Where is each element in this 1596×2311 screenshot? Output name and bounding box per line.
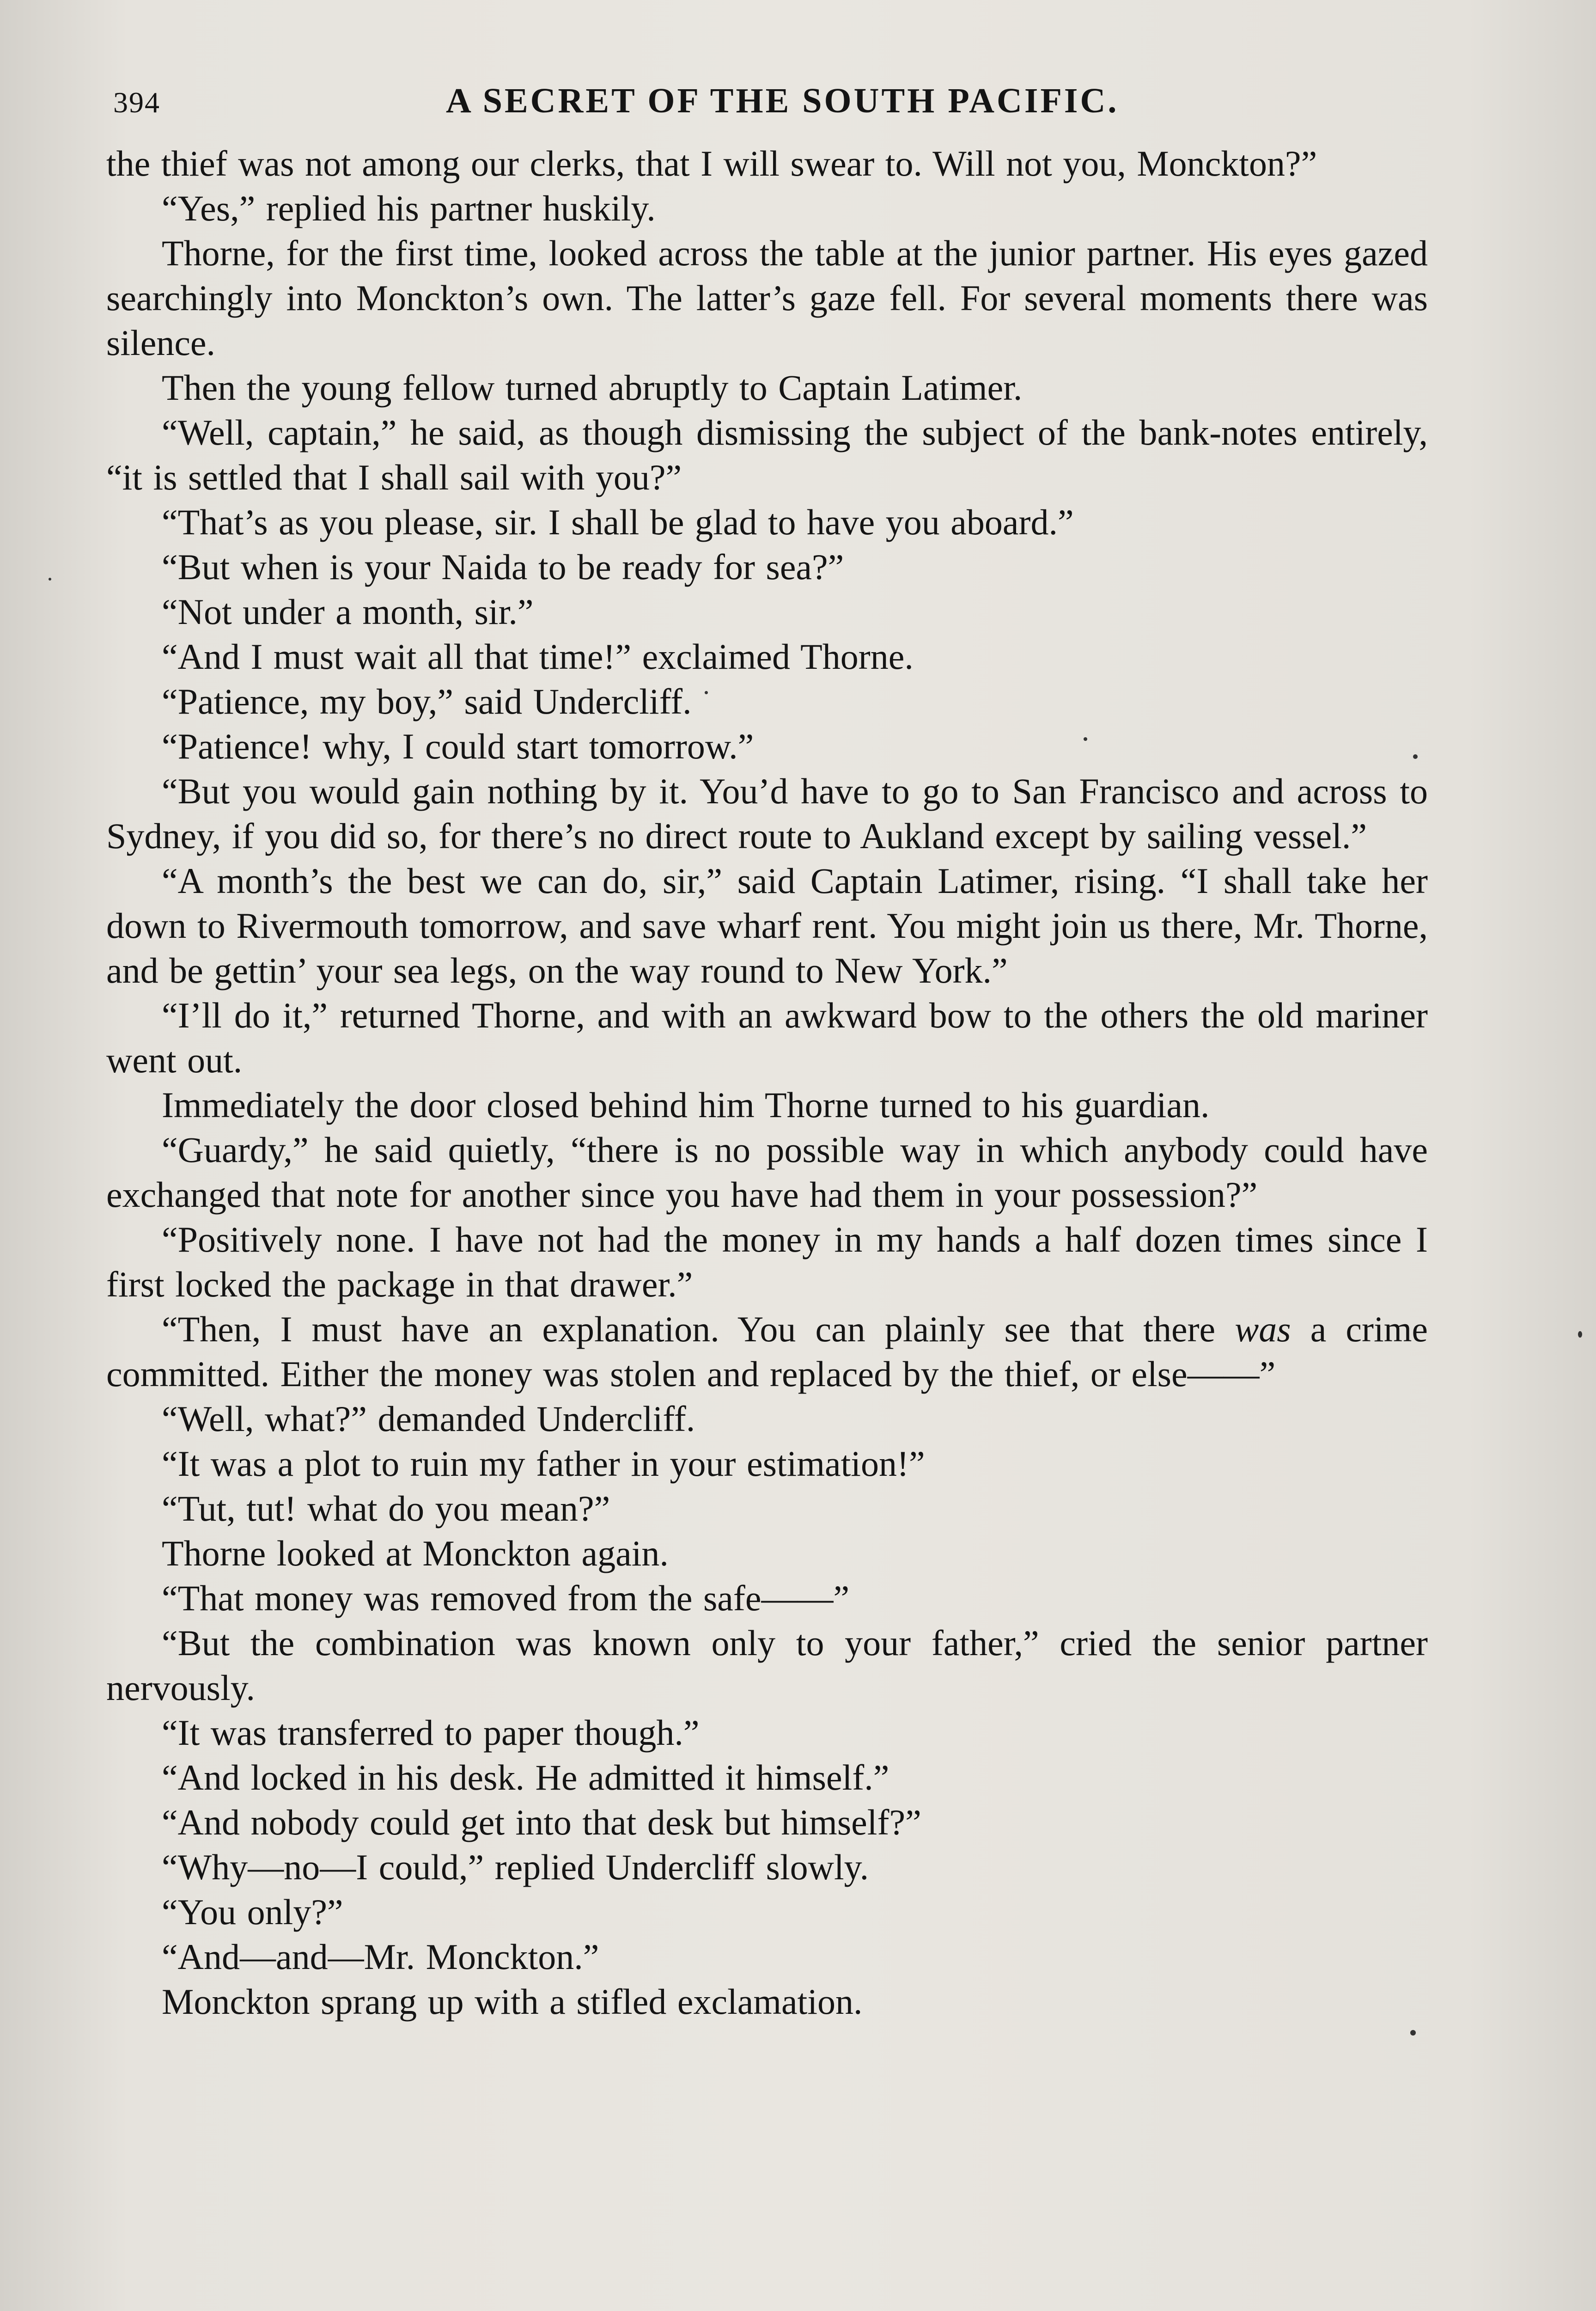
paragraph: Thorne looked at Monckton again. [162, 1533, 669, 1573]
paragraph: “You only?” [162, 1892, 343, 1932]
paragraph-crime-after: a crime committed. Either the money was stolen and replaced by the thief, or else——” [106, 1309, 1428, 1394]
paragraph-crime-before: “Then, I must have an explanation. You can plainly see that there [162, 1309, 1235, 1349]
paragraph: “Yes,” replied his partner huskily. [162, 188, 656, 228]
paragraph: “Why—no—I could,” replied Undercliff slowly. [162, 1847, 869, 1887]
speck [49, 578, 51, 581]
paragraph: “Positively none. I have not had the money in my hands a half dozen times since I first locked the package in that drawer.” [106, 1219, 1428, 1304]
paragraph: “It was transferred to paper though.” [162, 1712, 700, 1753]
paragraph: “And nobody could get into that desk but himself?” [162, 1802, 921, 1842]
paragraph: “But the combination was known only to your father,” cried the senior partner nervously. [106, 1623, 1428, 1708]
paragraph: “Not under a month, sir.” [162, 592, 534, 632]
paragraph: “That money was removed from the safe——” [162, 1578, 850, 1618]
paragraph: “And locked in his desk. He admitted it himself.” [162, 1757, 889, 1797]
speck [705, 691, 708, 694]
paragraph: “But you would gain nothing by it. You’d have to go to San Francisco and across to Sydney, if you did so, for there’s no direct route to Aukland except by sailing vessel.” [106, 771, 1428, 856]
paragraph: “But when is your Naida to be ready for sea?” [162, 547, 844, 587]
paragraph: Thorne, for the first time, looked across the table at the junior partner. His eyes gazed searchingly into Monckton’s own. The latter’s gaze fell. For several moments there was silence. [106, 233, 1428, 363]
paragraph: “And—and—Mr. Monckton.” [162, 1937, 599, 1977]
paragraph: Monckton sprang up with a stifled exclamation. [162, 1981, 863, 2022]
paragraph: “Well, captain,” he said, as though dismissing the subject of the bank-notes entirely, “it is settled that I shall sail with you?” [106, 412, 1428, 497]
paragraph: “Well, what?” demanded Undercliff. [162, 1399, 695, 1439]
paragraph: “It was a plot to ruin my father in your estimation!” [162, 1443, 925, 1484]
paragraph: “Guardy,” he said quietly, “there is no possible way in which anybody could have exchanged that note for another since you have had them in your possession?” [106, 1130, 1428, 1215]
speck [1410, 2030, 1416, 2036]
paragraph-crime [106, 1307, 1428, 1396]
running-title: A SECRET OF THE SOUTH PACIFIC. [446, 81, 1119, 120]
paragraph: “And I must wait all that time!” exclaimed Thorne. [162, 636, 914, 677]
paragraph: “A month’s the best we can do, sir,” said Captain Latimer, rising. “I shall take her down to Rivermouth tomorrow, and save wharf rent. You might join us there, Mr. Thorne, and be gettin’ your sea legs, on the way round to New York.” [106, 861, 1428, 990]
paragraph: “That’s as you please, sir. I shall be glad to have you aboard.” [162, 502, 1074, 542]
paragraph: “Patience! why, I could start tomorrow.” [162, 726, 754, 766]
speck [1084, 737, 1087, 741]
paragraph-crime-emphasis: was [1235, 1309, 1291, 1349]
page-number: 394 [113, 86, 160, 119]
paragraph: “I’ll do it,” returned Thorne, and with an awkward bow to the others the old mariner went out. [106, 995, 1428, 1080]
paragraph: “Patience, my boy,” said Undercliff. [162, 681, 692, 721]
paragraph: Immediately the door closed behind him Thorne turned to his guardian. [162, 1085, 1210, 1125]
paragraph: the thief was not among our clerks, that I will swear to. Will not you, Monckton?” [106, 143, 1317, 183]
paragraph: Then the young fellow turned abruptly to Captain Latimer. [162, 367, 1023, 408]
paragraph: “Tut, tut! what do you mean?” [162, 1488, 610, 1528]
body-text [106, 141, 1428, 2024]
speck [1413, 754, 1418, 759]
speck [1578, 1331, 1582, 1338]
page-header [113, 81, 1423, 136]
